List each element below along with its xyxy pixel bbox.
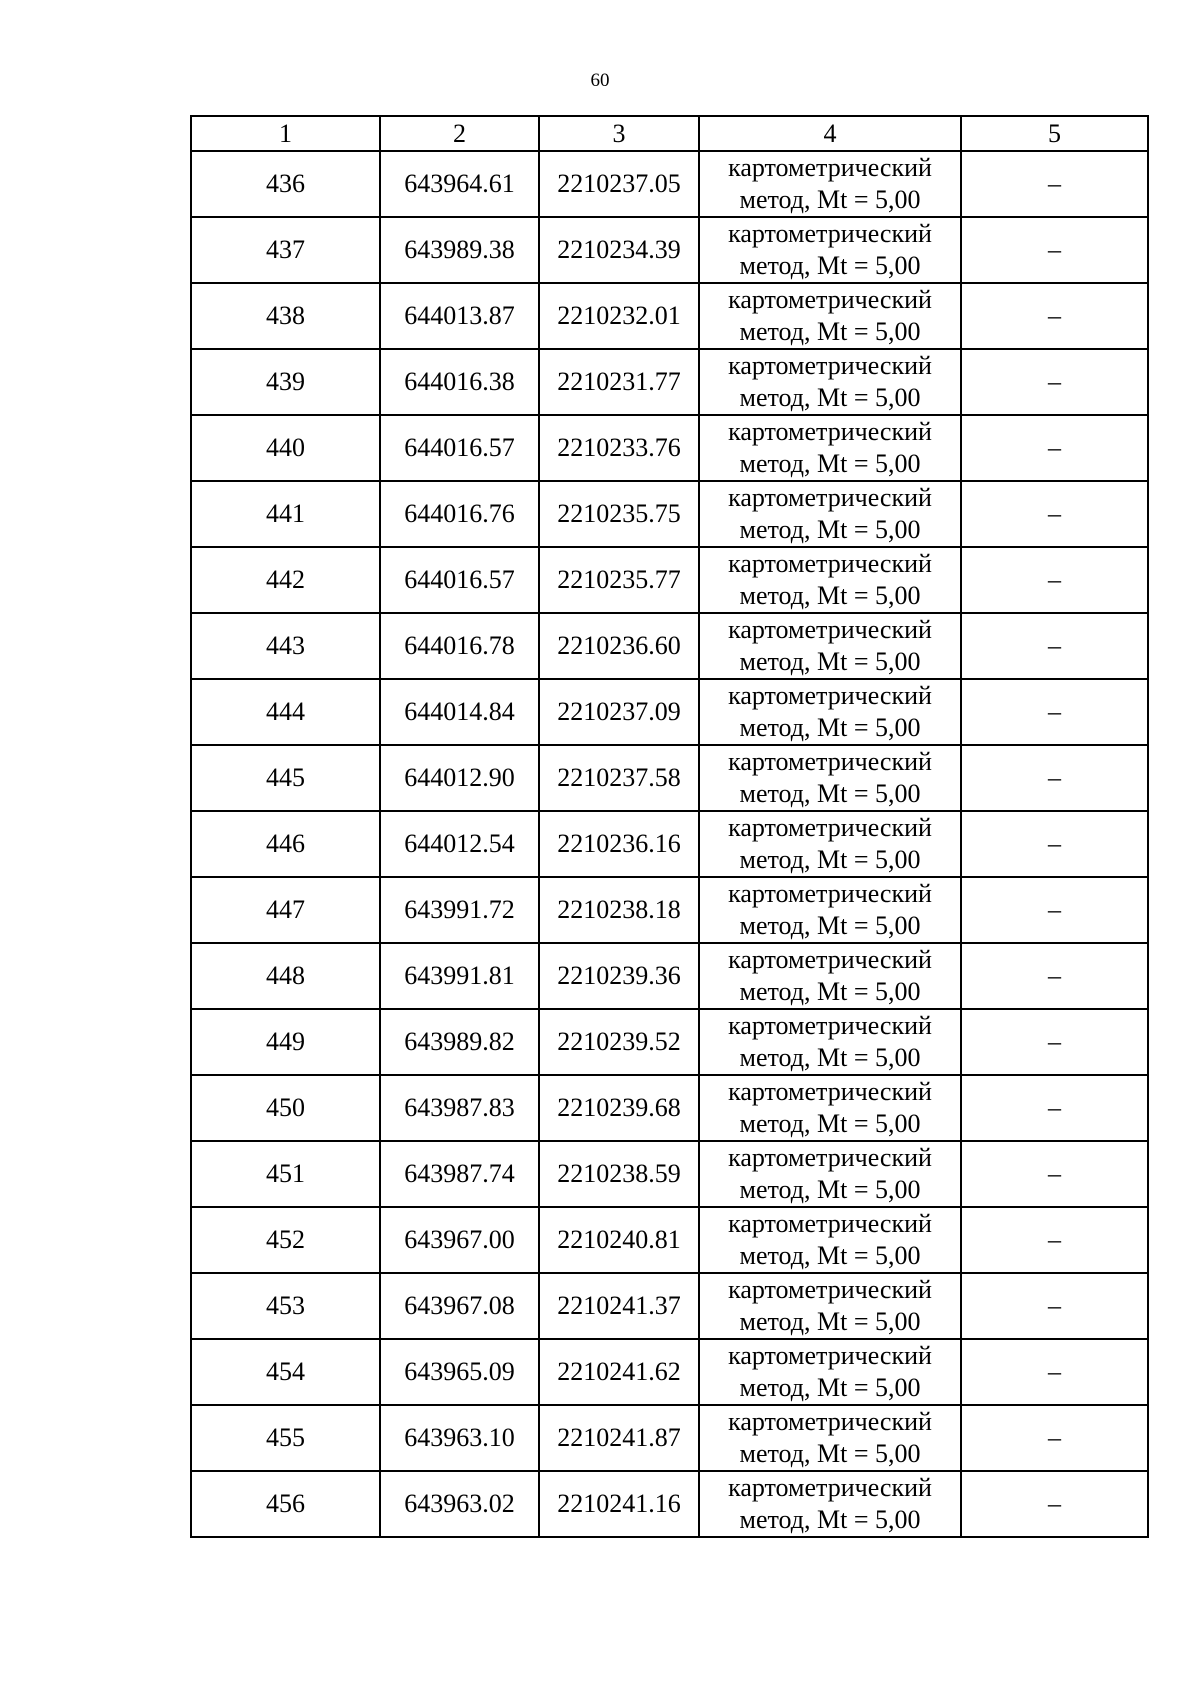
method-line-2: метод, Mt = 5,00 [739, 1505, 921, 1534]
col5-cell: – [961, 1471, 1148, 1537]
table-row [191, 877, 1148, 943]
method-line-1: картометрический [728, 879, 932, 908]
x-coordinate-cell: 643987.83 [380, 1075, 539, 1141]
method-line-2: метод, Mt = 5,00 [739, 845, 921, 874]
method-cell [699, 1075, 961, 1141]
table-row [191, 1207, 1148, 1273]
header-col-1: 1 [191, 116, 380, 151]
table-row [191, 1405, 1148, 1471]
header-col-3: 3 [539, 116, 699, 151]
method-cell [699, 1471, 961, 1537]
col5-cell: – [961, 349, 1148, 415]
table-row [191, 943, 1148, 1009]
x-coordinate-cell: 643963.10 [380, 1405, 539, 1471]
y-coordinate-cell: 2210231.77 [539, 349, 699, 415]
method-line-1: картометрический [728, 747, 932, 776]
method-line-2: метод, Mt = 5,00 [739, 317, 921, 346]
y-coordinate-cell: 2210232.01 [539, 283, 699, 349]
method-cell [699, 613, 961, 679]
table-row [191, 1009, 1148, 1075]
col5-cell: – [961, 415, 1148, 481]
x-coordinate-cell: 643967.00 [380, 1207, 539, 1273]
method-cell [699, 151, 961, 217]
method-line-1: картометрический [728, 1011, 932, 1040]
method-line-1: картометрический [728, 1209, 932, 1238]
point-number-cell: 441 [191, 481, 380, 547]
y-coordinate-cell: 2210235.75 [539, 481, 699, 547]
y-coordinate-cell: 2210239.36 [539, 943, 699, 1009]
col5-cell: – [961, 481, 1148, 547]
point-number-cell: 446 [191, 811, 380, 877]
method-line-2: метод, Mt = 5,00 [739, 1439, 921, 1468]
method-cell [699, 745, 961, 811]
method-line-2: метод, Mt = 5,00 [739, 383, 921, 412]
point-number-cell: 453 [191, 1273, 380, 1339]
x-coordinate-cell: 644016.78 [380, 613, 539, 679]
method-cell [699, 943, 961, 1009]
table-row [191, 1075, 1148, 1141]
col5-cell: – [961, 151, 1148, 217]
y-coordinate-cell: 2210241.87 [539, 1405, 699, 1471]
table-row [191, 415, 1148, 481]
table-row [191, 283, 1148, 349]
table-row [191, 349, 1148, 415]
y-coordinate-cell: 2210241.37 [539, 1273, 699, 1339]
header-col-2: 2 [380, 116, 539, 151]
method-line-2: метод, Mt = 5,00 [739, 911, 921, 940]
method-line-1: картометрический [728, 219, 932, 248]
method-line-2: метод, Mt = 5,00 [739, 779, 921, 808]
method-cell [699, 1009, 961, 1075]
y-coordinate-cell: 2210233.76 [539, 415, 699, 481]
point-number-cell: 447 [191, 877, 380, 943]
x-coordinate-cell: 644012.54 [380, 811, 539, 877]
header-col-5: 5 [961, 116, 1148, 151]
y-coordinate-cell: 2210237.09 [539, 679, 699, 745]
col5-cell: – [961, 745, 1148, 811]
table-row [191, 481, 1148, 547]
table-row [191, 1273, 1148, 1339]
table-row [191, 613, 1148, 679]
method-line-2: метод, Mt = 5,00 [739, 515, 921, 544]
x-coordinate-cell: 644013.87 [380, 283, 539, 349]
col5-cell: – [961, 1405, 1148, 1471]
x-coordinate-cell: 643991.81 [380, 943, 539, 1009]
table-row [191, 679, 1148, 745]
header-col-4: 4 [699, 116, 961, 151]
method-line-1: картометрический [728, 681, 932, 710]
col5-cell: – [961, 943, 1148, 1009]
method-line-1: картометрический [728, 1077, 932, 1106]
table-row [191, 1339, 1148, 1405]
method-line-2: метод, Mt = 5,00 [739, 1043, 921, 1072]
col5-cell: – [961, 217, 1148, 283]
method-cell [699, 349, 961, 415]
y-coordinate-cell: 2210240.81 [539, 1207, 699, 1273]
point-number-cell: 456 [191, 1471, 380, 1537]
method-line-2: метод, Mt = 5,00 [739, 185, 921, 214]
col5-cell: – [961, 811, 1148, 877]
point-number-cell: 438 [191, 283, 380, 349]
col5-cell: – [961, 1339, 1148, 1405]
method-line-2: метод, Mt = 5,00 [739, 1241, 921, 1270]
method-line-1: картометрический [728, 813, 932, 842]
x-coordinate-cell: 643964.61 [380, 151, 539, 217]
method-line-2: метод, Mt = 5,00 [739, 581, 921, 610]
x-coordinate-cell: 643987.74 [380, 1141, 539, 1207]
method-cell [699, 283, 961, 349]
x-coordinate-cell: 644016.76 [380, 481, 539, 547]
coordinates-table [190, 115, 1149, 1538]
method-line-1: картометрический [728, 483, 932, 512]
x-coordinate-cell: 644012.90 [380, 745, 539, 811]
table-row [191, 745, 1148, 811]
method-cell [699, 1207, 961, 1273]
method-cell [699, 1273, 961, 1339]
table-row [191, 547, 1148, 613]
y-coordinate-cell: 2210236.16 [539, 811, 699, 877]
point-number-cell: 437 [191, 217, 380, 283]
method-line-2: метод, Mt = 5,00 [739, 449, 921, 478]
y-coordinate-cell: 2210236.60 [539, 613, 699, 679]
method-cell [699, 811, 961, 877]
page-number: 60 [590, 70, 610, 91]
method-line-2: метод, Mt = 5,00 [739, 1175, 921, 1204]
point-number-cell: 439 [191, 349, 380, 415]
method-cell [699, 1405, 961, 1471]
y-coordinate-cell: 2210237.05 [539, 151, 699, 217]
point-number-cell: 443 [191, 613, 380, 679]
point-number-cell: 444 [191, 679, 380, 745]
table-row [191, 1471, 1148, 1537]
x-coordinate-cell: 644016.57 [380, 547, 539, 613]
method-line-1: картометрический [728, 351, 932, 380]
table-row [191, 1141, 1148, 1207]
method-cell [699, 1141, 961, 1207]
method-line-1: картометрический [728, 153, 932, 182]
method-line-1: картометрический [728, 285, 932, 314]
point-number-cell: 455 [191, 1405, 380, 1471]
method-line-2: метод, Mt = 5,00 [739, 647, 921, 676]
col5-cell: – [961, 1075, 1148, 1141]
method-cell [699, 679, 961, 745]
method-line-2: метод, Mt = 5,00 [739, 713, 921, 742]
point-number-cell: 442 [191, 547, 380, 613]
col5-cell: – [961, 877, 1148, 943]
x-coordinate-cell: 644016.38 [380, 349, 539, 415]
col5-cell: – [961, 1273, 1148, 1339]
x-coordinate-cell: 644016.57 [380, 415, 539, 481]
method-cell [699, 481, 961, 547]
method-line-2: метод, Mt = 5,00 [739, 251, 921, 280]
table-row [191, 151, 1148, 217]
y-coordinate-cell: 2210237.58 [539, 745, 699, 811]
method-cell [699, 217, 961, 283]
point-number-cell: 448 [191, 943, 380, 1009]
table-row [191, 811, 1148, 877]
point-number-cell: 445 [191, 745, 380, 811]
method-cell [699, 877, 961, 943]
method-line-1: картометрический [728, 1407, 932, 1436]
point-number-cell: 436 [191, 151, 380, 217]
col5-cell: – [961, 613, 1148, 679]
x-coordinate-cell: 644014.84 [380, 679, 539, 745]
x-coordinate-cell: 643989.38 [380, 217, 539, 283]
y-coordinate-cell: 2210238.59 [539, 1141, 699, 1207]
method-cell [699, 1339, 961, 1405]
table-header [191, 116, 1148, 151]
y-coordinate-cell: 2210238.18 [539, 877, 699, 943]
point-number-cell: 454 [191, 1339, 380, 1405]
method-line-1: картометрический [728, 945, 932, 974]
method-line-2: метод, Mt = 5,00 [739, 1307, 921, 1336]
col5-cell: – [961, 1141, 1148, 1207]
x-coordinate-cell: 643989.82 [380, 1009, 539, 1075]
col5-cell: – [961, 1009, 1148, 1075]
method-line-1: картометрический [728, 1341, 932, 1370]
y-coordinate-cell: 2210241.62 [539, 1339, 699, 1405]
y-coordinate-cell: 2210234.39 [539, 217, 699, 283]
col5-cell: – [961, 547, 1148, 613]
method-line-1: картометрический [728, 1275, 932, 1304]
point-number-cell: 450 [191, 1075, 380, 1141]
col5-cell: – [961, 679, 1148, 745]
table-row [191, 217, 1148, 283]
y-coordinate-cell: 2210241.16 [539, 1471, 699, 1537]
table-body [191, 151, 1148, 1537]
y-coordinate-cell: 2210239.52 [539, 1009, 699, 1075]
x-coordinate-cell: 643965.09 [380, 1339, 539, 1405]
header-row [191, 116, 1148, 151]
method-cell [699, 547, 961, 613]
point-number-cell: 440 [191, 415, 380, 481]
x-coordinate-cell: 643963.02 [380, 1471, 539, 1537]
method-line-1: картометрический [728, 1473, 932, 1502]
y-coordinate-cell: 2210239.68 [539, 1075, 699, 1141]
method-line-1: картометрический [728, 417, 932, 446]
method-line-2: метод, Mt = 5,00 [739, 977, 921, 1006]
y-coordinate-cell: 2210235.77 [539, 547, 699, 613]
x-coordinate-cell: 643991.72 [380, 877, 539, 943]
point-number-cell: 452 [191, 1207, 380, 1273]
point-number-cell: 451 [191, 1141, 380, 1207]
method-line-1: картометрический [728, 1143, 932, 1172]
col5-cell: – [961, 283, 1148, 349]
method-cell [699, 415, 961, 481]
method-line-1: картометрический [728, 615, 932, 644]
method-line-2: метод, Mt = 5,00 [739, 1109, 921, 1138]
point-number-cell: 449 [191, 1009, 380, 1075]
x-coordinate-cell: 643967.08 [380, 1273, 539, 1339]
method-line-2: метод, Mt = 5,00 [739, 1373, 921, 1402]
method-line-1: картометрический [728, 549, 932, 578]
col5-cell: – [961, 1207, 1148, 1273]
